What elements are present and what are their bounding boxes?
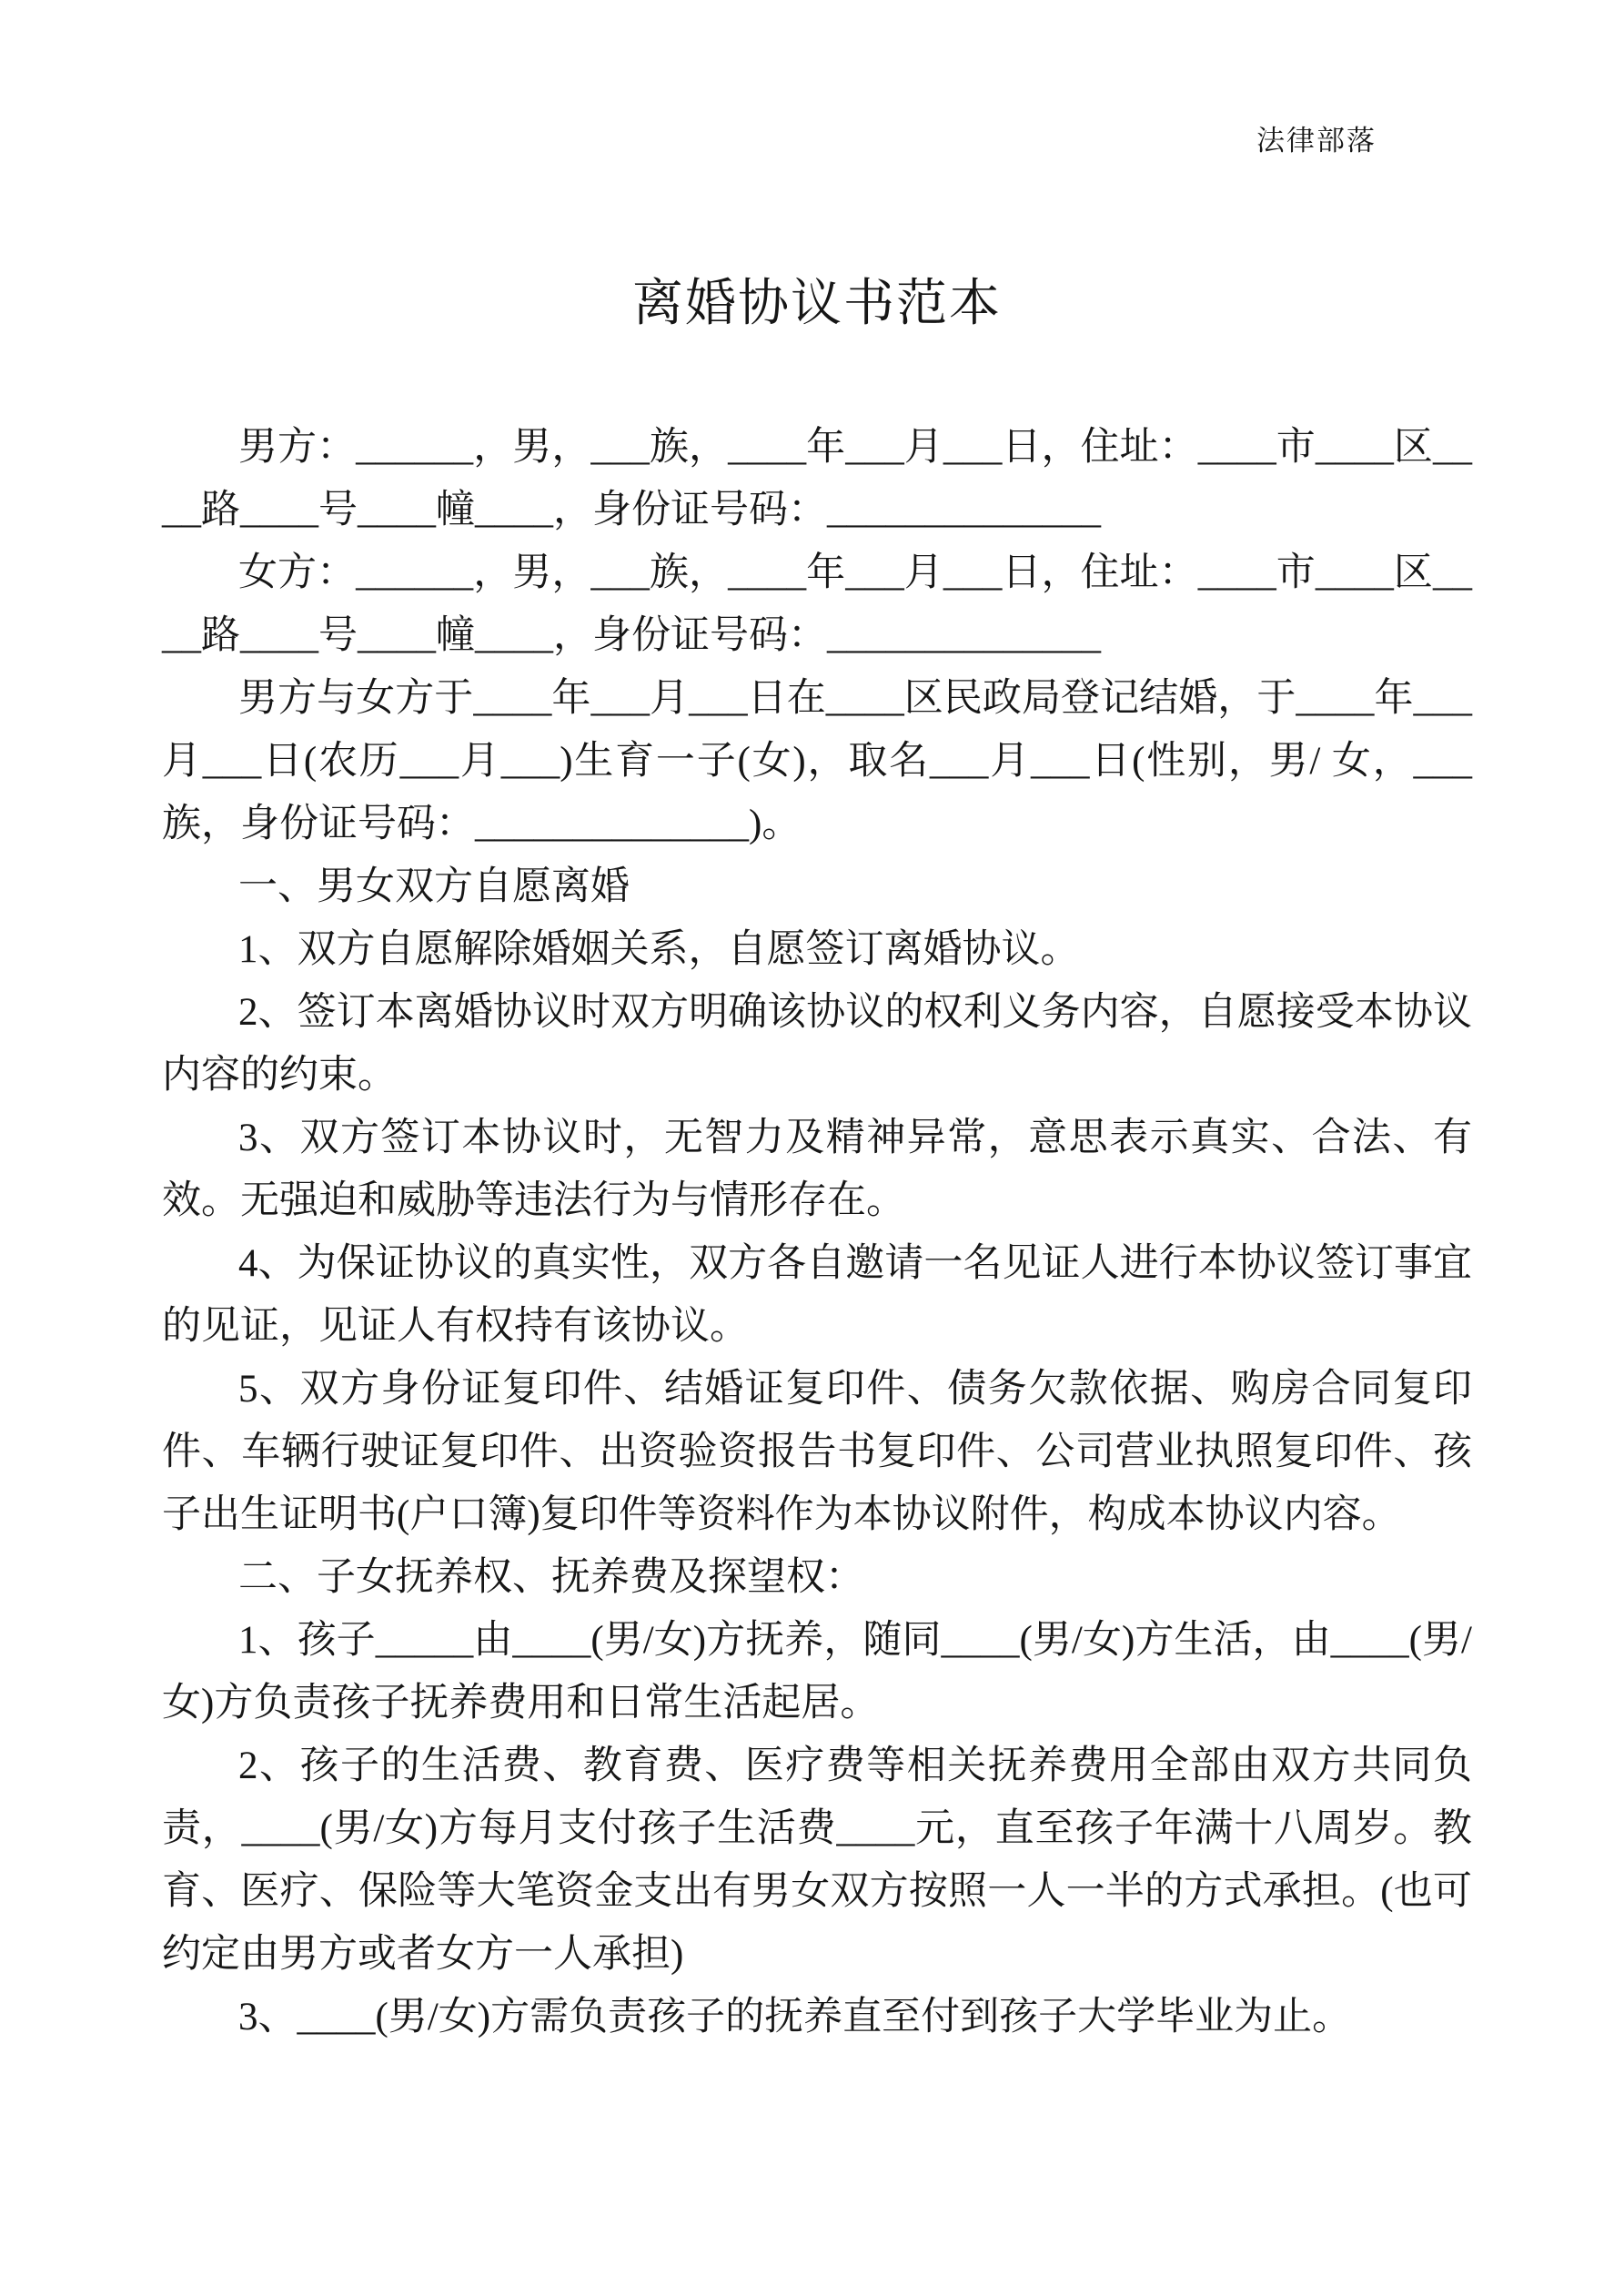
clause-custody-3: 3、____(男/女)方需负责孩子的抚养直至付到孩子大学毕业为止。 <box>238 1996 1352 2038</box>
clause-custody-2: 2、孩子的生活费、教育费、医疗费等相关抚养费用全部由双方共同负责，____(男/女)方每月支付孩子生活费____元，直至孩子年满十八周岁。教育、医疗、保险等大笔资金支出有男女双方按照一人一半的方式承担。(也可约定由男方或者女方一人承担) <box>162 1745 1472 1976</box>
clause-custody-1: 1、孩子_____由____(男/女)方抚养，随同____(男/女)方生活，由____(男/女)方负责孩子抚养费用和日常生活起居。 <box>162 1619 1472 1725</box>
clause-voluntary-4: 4、为保证协议的真实性，双方各自邀请一名见证人进行本协议签订事宜的见证，见证人有权持有该协议。 <box>162 1242 1472 1348</box>
paragraph-female-party-info: 女方：______，男，___族，____年___月___日，住址：____市____区____路____号____幢____，身份证号码：______________ <box>162 551 1472 657</box>
document-title: 离婚协议书范本 <box>632 276 1002 332</box>
clause-voluntary-3: 3、双方签订本协议时，无智力及精神异常，意思表示真实、合法、有效。无强迫和威胁等违法行为与情形存在。 <box>162 1117 1472 1222</box>
paragraph-marriage-registration: 男方与女方于____年___月___日在____区民政局登记结婚，于____年___月___日(农历___月___)生育一子(女)，取名___月___日(性别，男/ 女，___族，身份证号码：______________)。 <box>162 677 1472 845</box>
brand-watermark: 法律部落 <box>1256 125 1377 157</box>
paragraph-male-party-info: 男方：______，男，___族，____年___月___日，住址：____市____区____路____号____幢____，身份证号码：______________ <box>162 426 1472 531</box>
clause-voluntary-2: 2、签订本离婚协议时双方明确该协议的权利义务内容，自愿接受本协议内容的约束。 <box>162 991 1472 1097</box>
clause-voluntary-1: 1、双方自愿解除婚姻关系，自愿签订离婚协议。 <box>238 928 1080 971</box>
clause-voluntary-5: 5、双方身份证复印件、结婚证复印件、债务欠款依据、购房合同复印件、车辆行驶证复印件、出资验资报告书复印件、公司营业执照复印件、孩子出生证明书(户口簿)复印件等资料作为本协议附件，构成本协议内容。 <box>162 1368 1472 1536</box>
section-heading-child-custody: 二、子女抚养权、抚养费及探望权： <box>238 1556 864 1599</box>
document-body <box>162 416 1472 2048</box>
section-heading-voluntary-divorce: 一、男女双方自愿离婚 <box>238 865 630 908</box>
